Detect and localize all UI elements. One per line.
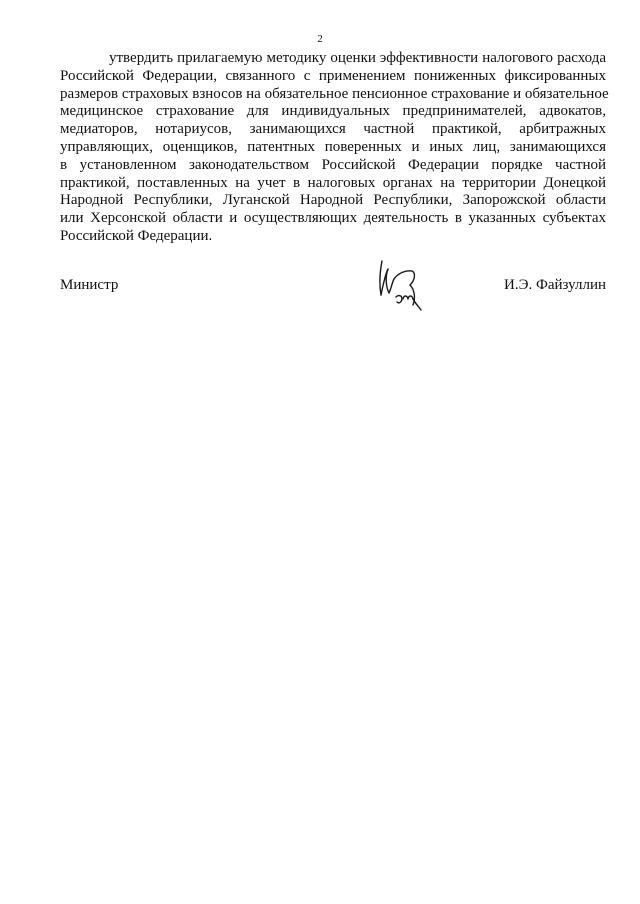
body-line: медиаторов, нотариусов, занимающихся частной практикой, арбитражных [60, 121, 606, 138]
body-line: медицинское страхование для индивидуальных предпринимателей, адвокатов, [60, 103, 606, 120]
body-line: или Херсонской области и осуществляющих деятельность в указанных субъектах [60, 210, 606, 227]
body-line: Народной Республики, Луганской Народной Республики, Запорожской области [60, 192, 606, 209]
body-line: размеров страховых взносов на обязательное пенсионное страхование и обязательное [60, 85, 609, 102]
body-line: управляющих, оценщиков, патентных поверенных и иных лиц, занимающихся [60, 138, 606, 155]
body-line: практикой, поставленных на учет в налоговых органах на территории Донецкой [60, 174, 606, 191]
handwritten-signature [372, 255, 434, 313]
signer-name: И.Э. Файзуллин [504, 277, 606, 293]
body-paragraph [60, 50, 609, 246]
page-number: 2 [317, 33, 323, 45]
body-line: утвердить прилагаемую методику оценки эффективности налогового расхода [109, 50, 606, 66]
body-line: в установленном законодательством Российской Федерации порядке частной [60, 156, 606, 173]
signature-block [60, 276, 606, 296]
signer-position: Министр [60, 277, 119, 293]
body-line: Российской Федерации, связанного с применением пониженных фиксированных [60, 67, 606, 84]
body-line: Российской Федерации. [60, 227, 213, 244]
